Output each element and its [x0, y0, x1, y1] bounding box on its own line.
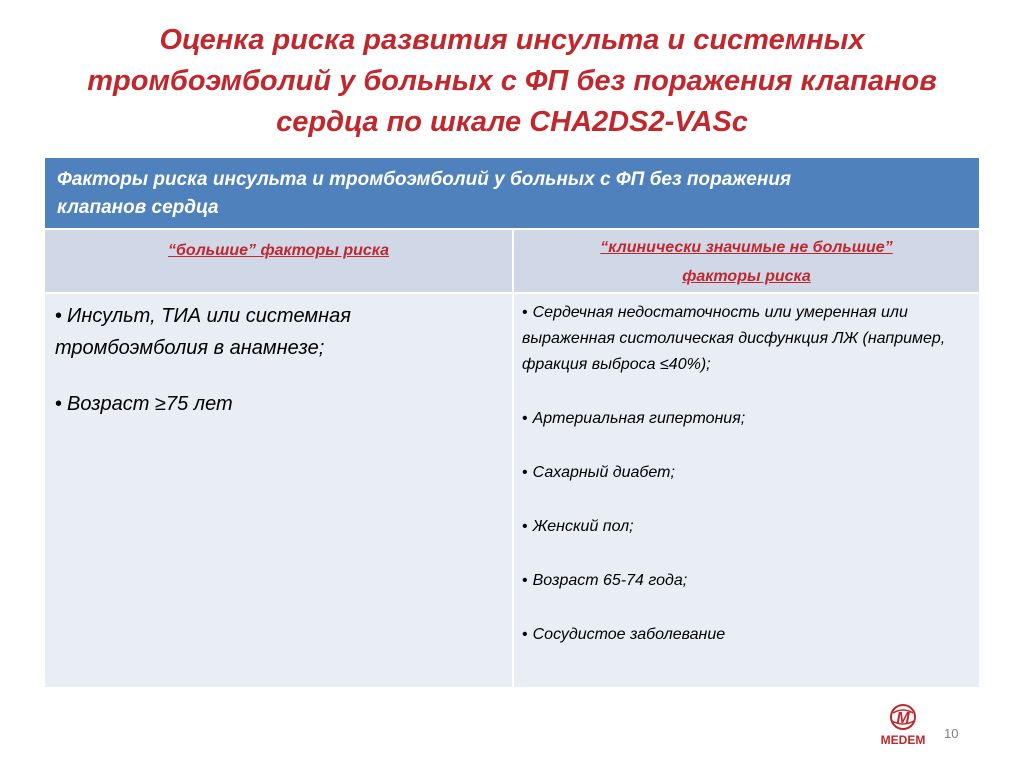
major-factors-label: “большие” факторы риска	[168, 242, 389, 259]
minor-factors-header	[514, 230, 979, 292]
bullet-icon: •	[522, 518, 528, 535]
risk-factors-table	[44, 157, 980, 688]
list-item-text: Сахарный диабет;	[532, 464, 675, 481]
list-item	[55, 388, 502, 420]
table-header-line: клапанов сердца	[57, 197, 219, 218]
title-line: сердца по шкале CHA2DS2-VASc	[276, 106, 748, 138]
list-item	[522, 460, 971, 486]
major-factors-header	[45, 230, 512, 292]
list-item	[522, 300, 971, 378]
title-line: Оценка риска развития инсульта и системных	[159, 24, 865, 56]
bullet-icon: •	[522, 410, 528, 427]
list-item	[522, 406, 971, 432]
bullet-icon: •	[522, 626, 528, 643]
title-line: тромбоэмболий у больных с ФП без поражения клапанов	[87, 65, 937, 97]
list-item-text: Сердечная недостаточность или умеренная или выраженная систолическая дисфункция ЛЖ (например, фракция выброса ≤40%);	[522, 304, 946, 373]
bullet-icon: •	[522, 572, 528, 589]
list-item-text: Возраст ≥75 лет	[67, 393, 233, 415]
minor-factors-cell	[514, 294, 979, 687]
bullet-icon: •	[55, 305, 63, 327]
list-item-text: Инсульт, ТИА или системная тромбоэмболия в анамнезе;	[55, 305, 351, 359]
logo-emblem-icon	[891, 705, 915, 729]
logo-text: MEDEM	[880, 733, 926, 747]
page-number: 10	[944, 726, 959, 741]
list-item	[522, 568, 971, 594]
logo-emblem-letter: М	[896, 710, 910, 727]
major-factors-cell	[45, 294, 512, 687]
bullet-icon: •	[55, 393, 63, 415]
list-item	[55, 300, 502, 364]
list-item	[522, 622, 971, 648]
bullet-icon: •	[522, 304, 528, 321]
minor-factors-label-line: факторы риска	[682, 268, 811, 285]
list-item-text: Сосудистое заболевание	[532, 626, 726, 643]
table-header-line: Факторы риска инсульта и тромбоэмболий у больных с ФП без поражения	[57, 169, 792, 190]
list-item-text: Женский пол;	[532, 518, 634, 535]
bullet-icon: •	[522, 464, 528, 481]
medem-logo	[868, 702, 938, 748]
minor-factors-label-line: “клинически значимые не большие”	[600, 239, 893, 256]
list-item-text: Возраст 65-74 года;	[532, 572, 688, 589]
slide-title	[40, 20, 984, 143]
table-header	[45, 158, 979, 228]
minor-factors-label	[514, 230, 979, 291]
list-item	[522, 514, 971, 540]
list-item-text: Артериальная гипертония;	[532, 410, 746, 427]
